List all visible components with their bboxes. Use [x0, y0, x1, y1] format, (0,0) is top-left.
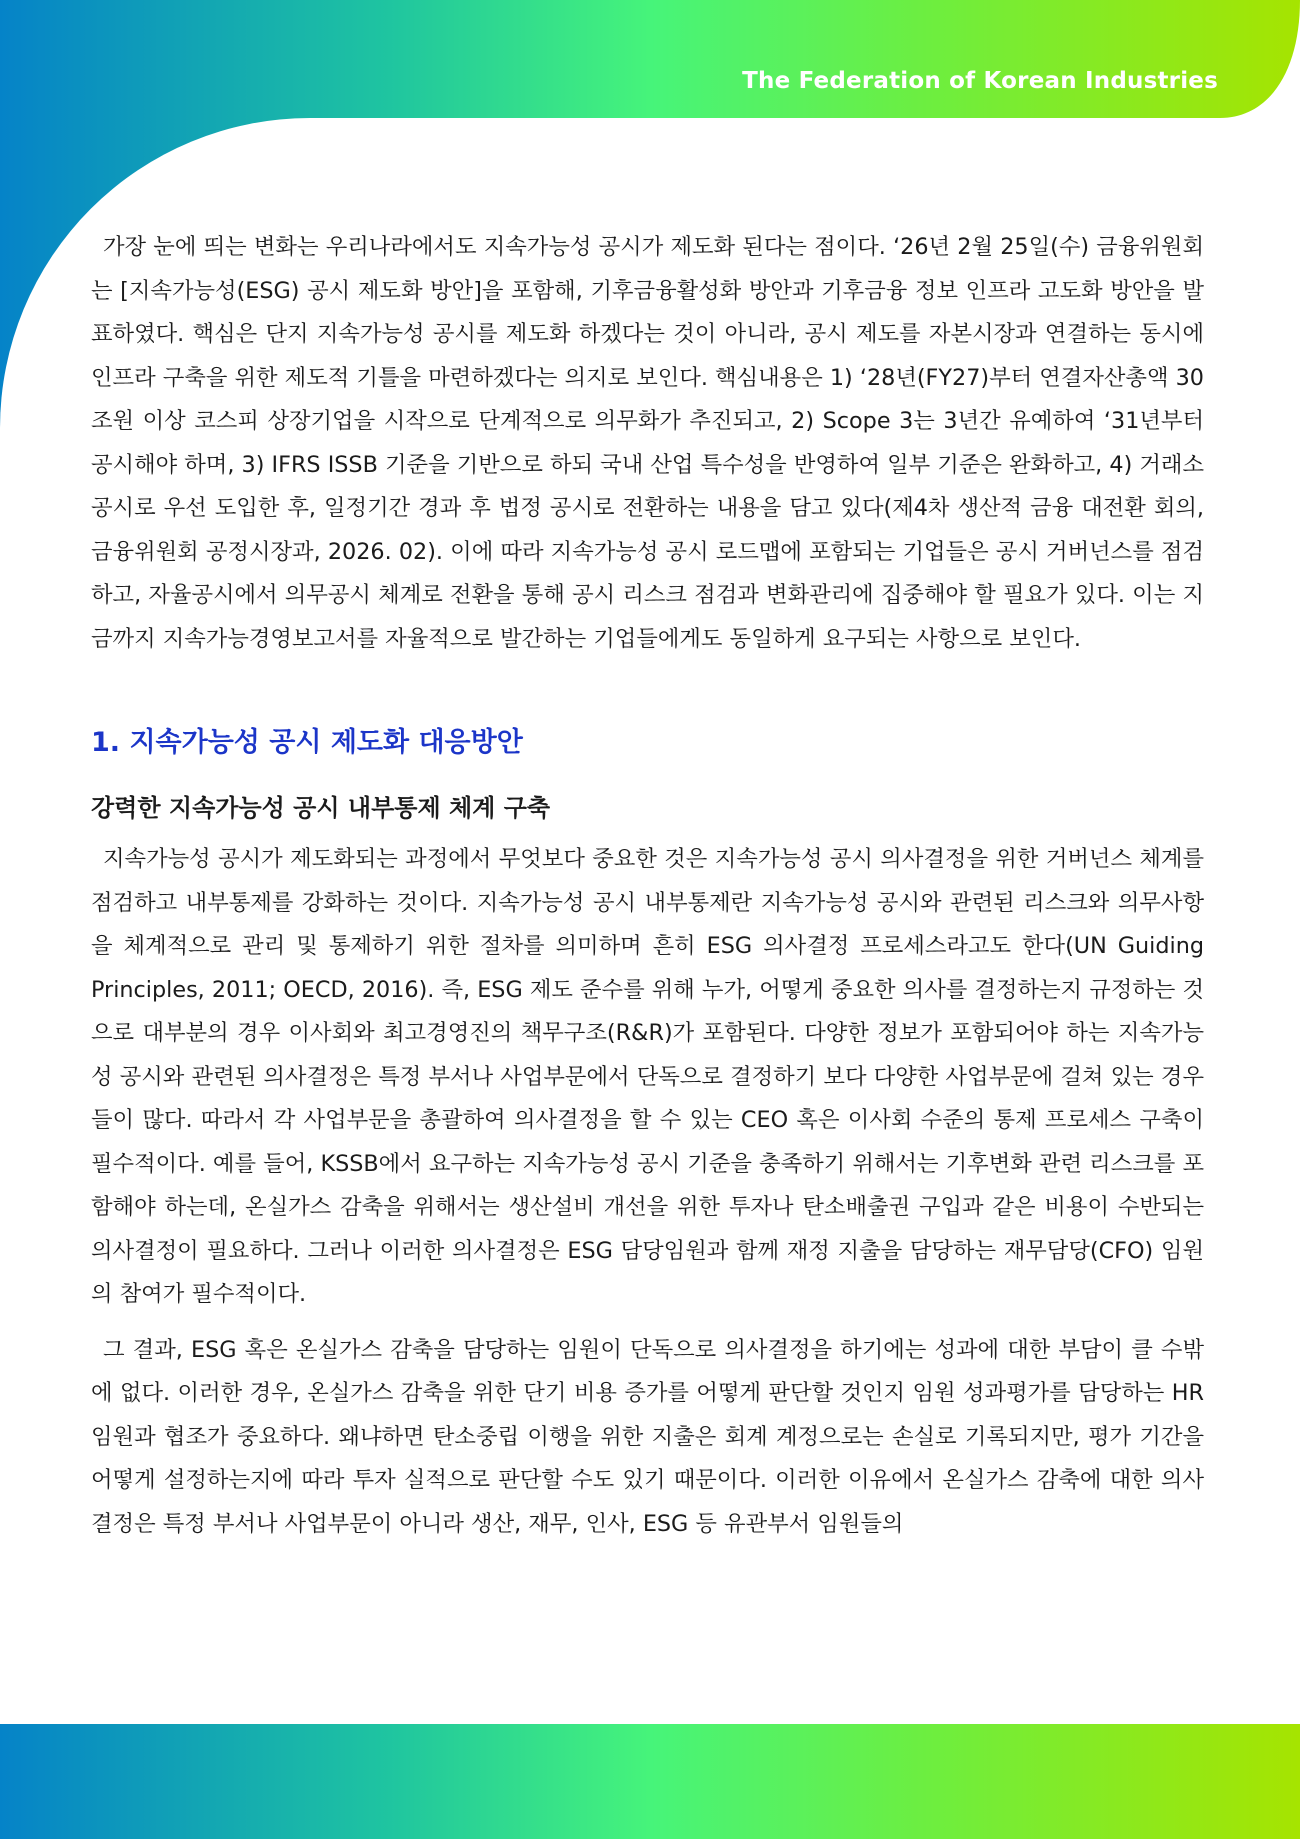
document-body [91, 226, 1204, 1546]
section-paragraph-2: 그 결과, ESG 혹은 온실가스 감축을 담당하는 임원이 단독으로 의사결정을 하기에는 성과에 대한 부담이 클 수밖에 없다. 이러한 경우, 온실가스 감축을 위한 단기 비용 증가를 어떻게 판단할 것인지 임원 성과평가를 담당하는 HR 임원과 협조가 중요하다. 왜냐하면 탄소중립 이행을 위한 지출은 회계 계정으로는 손실로 기록되지만, 평가 기간을 어떻게 설정하는지에 따라 투자 실적으로 판단할 수도 있기 때문이다. 이러한 이유에서 온실가스 감축에 대한 의사결정은 특정 부서나 사업부문이 아니라 생산, 재무, 인사, ESG 등 유관부서 임원들의 [91, 1336, 1204, 1537]
header-corner-curve [1220, 0, 1300, 118]
intro-paragraph: 가장 눈에 띄는 변화는 우리나라에서도 지속가능성 공시가 제도화 된다는 점이다. ‘26년 2월 25일(수) 금융위원회는 [지속가능성(ESG) 공시 제도화 방안]을 포함해, 기후금융활성화 방안과 기후금융 정보 인프라 고도화 방안을 발표하였다. 핵심은 단지 지속가능성 공시를 제도화 하겠다는 것이 아니라, 공시 제도를 자본시장과 연결하는 동시에 인프라 구축을 위한 제도적 기틀을 마련하겠다는 의지로 보인다. 핵심내용은 1) ‘28년(FY27)부터 연결자산총액 30조원 이상 코스피 상장기업을 시작으로 단계적으로 의무화가 추진되고, 2) Scope 3는 3년간 유예하여 ‘31년부터 공시해야 하며, 3) IFRS ISSB 기준을 기반으로 하되 국내 산업 특수성을 반영하여 일부 기준은 완화하고, 4) 거래소 공시로 우선 도입한 후, 일정기간 경과 후 법정 공시로 전환하는 내용을 담고 있다(제4차 생산적 금융 대전환 회의, 금융위원회 공정시장과, 2026. 02). 이에 따라 지속가능성 공시 로드맵에 포함되는 기업들은 공시 거버넌스를 점검하고, 자율공시에서 의무공시 체계로 전환을 통해 공시 리스크 점검과 변화관리에 집중해야 할 필요가 있다. 이는 지금까지 지속가능경영보고서를 자율적으로 발간하는 기업들에게도 동일하게 요구되는 사항으로 보인다. [91, 234, 1204, 652]
header-organization-title: The Federation of Korean Industries [742, 68, 1218, 94]
section-paragraph-1: 지속가능성 공시가 제도화되는 과정에서 무엇보다 중요한 것은 지속가능성 공시 의사결정을 위한 거버넌스 체계를 점검하고 내부통제를 강화하는 것이다. 지속가능성 공시 내부통제란 지속가능성 공시와 관련된 리스크와 의무사항을 체계적으로 관리 및 통제하기 위한 절차를 의미하며 흔히 ESG 의사결정 프로세스라고도 한다(UN Guiding Principles, 2011; OECD, 2016). 즉, ESG 제도 준수를 위해 누가, 어떻게 중요한 의사를 결정하는지 규정하는 것으로 대부분의 경우 이사회와 최고경영진의 책무구조(R&R)가 포함된다. 다양한 정보가 포함되어야 하는 지속가능성 공시와 관련된 의사결정은 특정 부서나 사업부문에서 단독으로 결정하기 보다 다양한 사업부문에 걸쳐 있는 경우들이 많다. 따라서 각 사업부문을 총괄하여 의사결정을 할 수 있는 CEO 혹은 이사회 수준의 통제 프로세스 구축이 필수적이다. 예를 들어, KSSB에서 요구하는 지속가능성 공시 기준을 충족하기 위해서는 기후변화 관련 리스크를 포함해야 하는데, 온실가스 감축을 위해서는 생산설비 개선을 위한 투자나 탄소배출권 구입과 같은 비용이 수반되는 의사결정이 필요하다. 그러나 이러한 의사결정은 ESG 담당임원과 함께 재정 지출을 담당하는 재무담당(CFO) 임원의 참여가 필수적이다. [91, 846, 1205, 1307]
footer-curve [0, 1600, 1300, 1724]
section-title: 1. 지속가능성 공시 제도화 대응방안 [91, 727, 523, 758]
section-subheading: 강력한 지속가능성 공시 내부통제 체계 구축 [91, 794, 551, 822]
